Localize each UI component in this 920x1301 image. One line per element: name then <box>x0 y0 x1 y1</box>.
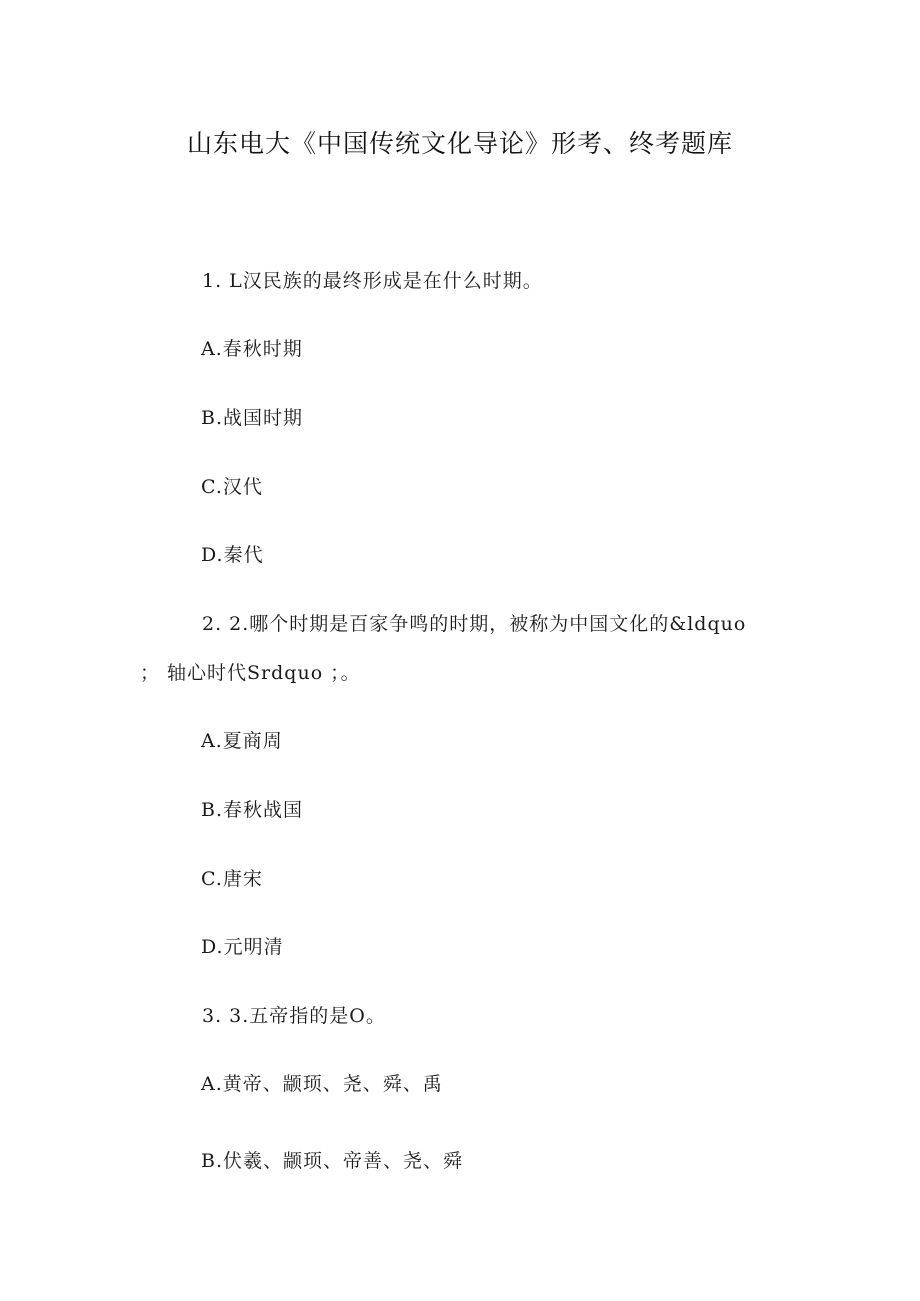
question-3-option-b: B.伏羲、颛顼、帝善、尧、舜 <box>201 1150 464 1172</box>
question-1-option-d: D.秦代 <box>201 544 264 566</box>
question-1-stem: 1. L汉民族的最终形成是在什么时期。 <box>202 270 543 292</box>
document-title: 山东电大《中国传统文化导论》形考、终考题库 <box>186 129 733 158</box>
question-1-option-c: C.汉代 <box>201 476 263 498</box>
question-2-option-a: A.夏商周 <box>201 730 283 752</box>
question-2-stem: 2. 2.哪个时期是百家争鸣的时期，被称为中国文化的&ldquo <box>202 613 747 635</box>
question-1-option-a: A.春秋时期 <box>201 338 303 360</box>
question-2-option-d: D.元明清 <box>201 936 284 958</box>
question-2-stem-continued: ； 轴心时代Srdquo ；。 <box>140 662 361 684</box>
question-3-option-a: A.黄帝、颛顼、尧、舜、禹 <box>201 1073 443 1095</box>
question-3-stem: 3. 3.五帝指的是O。 <box>202 1005 386 1027</box>
question-2-option-b: B.春秋战国 <box>201 799 304 821</box>
question-2-option-c: C.唐宋 <box>201 868 263 890</box>
question-1-option-b: B.战国时期 <box>201 407 304 429</box>
